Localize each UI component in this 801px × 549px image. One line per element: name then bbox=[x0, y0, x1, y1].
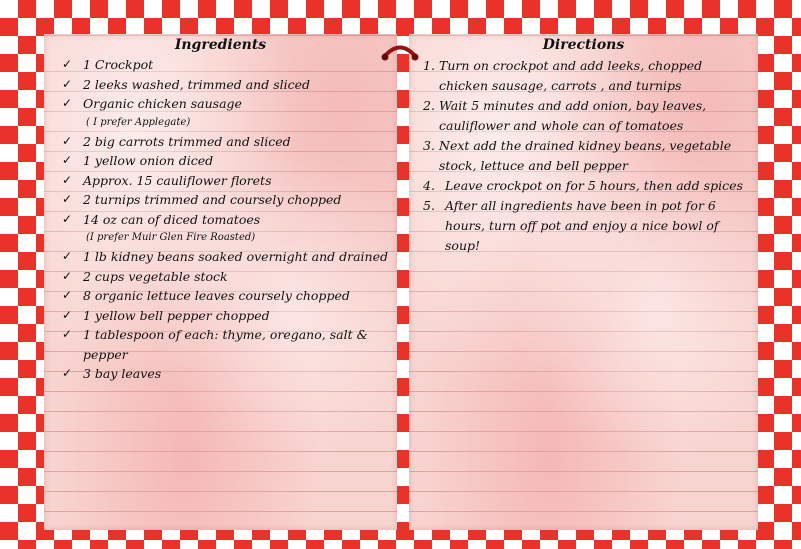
ingredient-item bbox=[44, 286, 391, 306]
checkmark-icon: ✓ bbox=[62, 249, 73, 263]
direction-step bbox=[409, 196, 752, 256]
step-text: Turn on crockpot and add leeks, chopped chicken sausage, carrots , and turnips bbox=[439, 58, 703, 93]
step-text: After all ingredients have been in pot for 6 hours, turn off pot and enjoy a nice bowl of soup! bbox=[445, 198, 719, 253]
ingredients-page bbox=[44, 34, 397, 530]
ingredient-text: 2 cups vegetable stock bbox=[83, 268, 228, 284]
step-number: 1. bbox=[423, 58, 435, 73]
ingredient-note: ( I prefer Applegate) bbox=[86, 116, 191, 128]
step-number: 3. bbox=[423, 138, 435, 153]
directions-page bbox=[409, 34, 758, 530]
ingredient-item bbox=[44, 364, 391, 384]
checkmark-icon: ✓ bbox=[62, 133, 73, 148]
checkmark-icon: ✓ bbox=[62, 192, 73, 206]
ingredient-text: Approx. 15 cauliflower florets bbox=[83, 172, 272, 188]
ingredient-item bbox=[44, 94, 391, 114]
ingredients-heading: Ingredients bbox=[174, 37, 267, 53]
ingredient-text: 1 yellow bell pepper chopped bbox=[83, 307, 270, 323]
checkmark-icon: ✓ bbox=[62, 211, 73, 226]
direction-step bbox=[409, 176, 752, 196]
step-text: Leave crockpot on for 5 hours, then add spices bbox=[445, 178, 743, 193]
ingredient-text: 1 Crockpot bbox=[83, 57, 154, 72]
checkmark-icon: ✓ bbox=[62, 153, 73, 167]
ingredient-item bbox=[44, 247, 391, 267]
ingredient-item bbox=[44, 55, 391, 75]
checkmark-icon: ✓ bbox=[62, 96, 73, 110]
direction-step bbox=[409, 136, 752, 176]
ingredient-text: 14 oz can of diced tomatoes bbox=[83, 211, 261, 227]
ingredient-text: 8 organic lettuce leaves coursely chopped bbox=[83, 288, 350, 303]
checkmark-icon: ✓ bbox=[62, 172, 73, 187]
step-text: Wait 5 minutes and add onion, bay leaves, cauliflower and whole can of tomatoes bbox=[439, 98, 707, 133]
step-number: 4. bbox=[423, 178, 435, 193]
checkmark-icon: ✓ bbox=[62, 307, 73, 322]
ingredient-text: 1 yellow onion diced bbox=[83, 153, 214, 168]
checkmark-icon: ✓ bbox=[62, 366, 73, 380]
ingredient-item bbox=[44, 325, 391, 364]
ingredient-text: 2 leeks washed, trimmed and sliced bbox=[83, 76, 311, 92]
ingredient-item bbox=[44, 171, 391, 191]
checkmark-icon: ✓ bbox=[62, 288, 73, 302]
ingredient-text: 2 big carrots trimmed and sliced bbox=[83, 133, 291, 149]
ingredient-item bbox=[44, 132, 391, 152]
checkmark-icon: ✓ bbox=[62, 57, 73, 71]
step-text: Next add the drained kidney beans, vegetable stock, lettuce and bell pepper bbox=[439, 138, 732, 173]
ingredient-text: 2 turnips trimmed and coursely chopped bbox=[83, 192, 342, 207]
ingredient-item bbox=[44, 306, 391, 326]
binder-ring-icon bbox=[380, 40, 420, 62]
ingredient-item bbox=[44, 267, 391, 287]
ingredients-list bbox=[44, 55, 397, 384]
direction-step bbox=[409, 56, 752, 96]
directions-list bbox=[409, 56, 758, 256]
checkmark-icon: ✓ bbox=[62, 76, 73, 91]
step-number: 2. bbox=[423, 98, 435, 113]
ingredient-item bbox=[44, 151, 391, 171]
ingredient-item bbox=[44, 190, 391, 210]
step-number: 5. bbox=[423, 198, 435, 213]
directions-heading: Directions bbox=[542, 37, 625, 53]
direction-step bbox=[409, 96, 752, 136]
ingredient-item bbox=[44, 75, 391, 95]
ingredient-text: 1 tablespoon of each: thyme, oregano, salt & pepper bbox=[83, 327, 368, 362]
ingredient-text: Organic chicken sausage bbox=[83, 96, 242, 111]
ingredient-item bbox=[44, 210, 391, 230]
ingredient-text: 3 bay leaves bbox=[83, 366, 162, 381]
checkmark-icon: ✓ bbox=[62, 327, 73, 341]
ingredient-text: 1 lb kidney beans soaked overnight and drained bbox=[83, 249, 388, 264]
ingredient-note: (I prefer Muir Glen Fire Roasted) bbox=[86, 232, 256, 243]
checkmark-icon: ✓ bbox=[62, 268, 73, 283]
